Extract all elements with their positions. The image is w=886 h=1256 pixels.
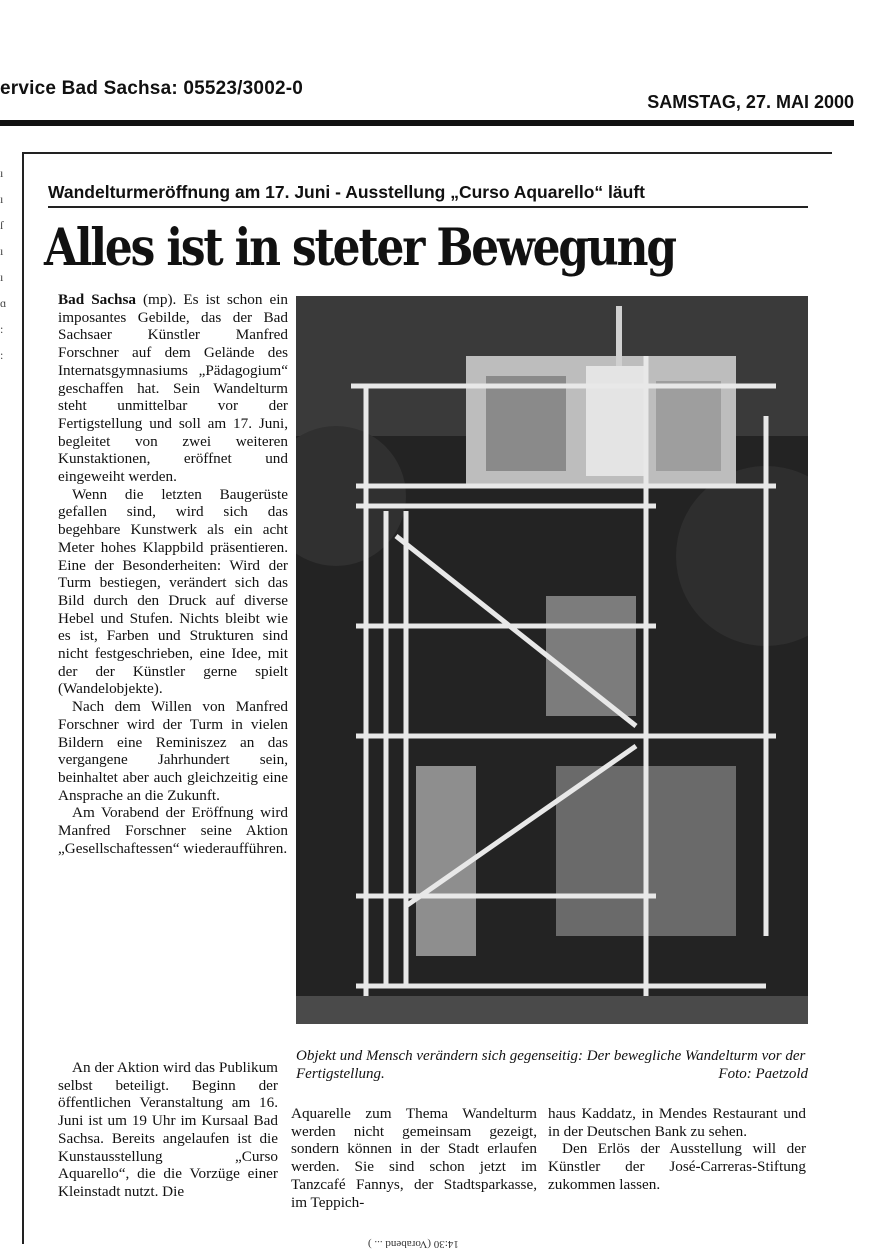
column-3	[548, 1105, 806, 1194]
dateline: Bad Sachsa	[58, 291, 136, 308]
photo-caption	[296, 1047, 808, 1083]
article-headline: Alles ist in steter Bewegung	[44, 218, 675, 278]
paragraph-2: Wenn die letzten Baugerüste gefallen sind, wird sich das begehbare Kunstwerk als ein acht Meter hohes Klappbild präsentieren. Eine der Besonderheiten: Wird der Turm bestiegen, verändert sich das Bild durch den Druck auf diverse Hebel und Stufen. Nichts bleibt wie es ist, Farben und Strukturen sind nicht festgeschrieben, eine Idee, mit der der Künstler gerne spielt (Wandelobjekte).	[58, 485, 288, 698]
photo-credit: Foto: Paetzold	[718, 1066, 808, 1082]
publication-date: SAMSTAG, 27. MAI 2000	[647, 92, 854, 112]
paragraph-4: Am Vorabend der Eröffnung wird Manfred Forschner seine Aktion „Gesellschaftessen“ wiederaufführen.	[58, 804, 288, 857]
photo	[296, 296, 808, 1024]
caption-text: Objekt und Mensch verändern sich gegenseitig: Der bewegliche Wandelturm vor der Fertigstellung.	[296, 1048, 806, 1082]
article-kicker: Wandelturmeröffnung am 17. Juni - Ausstellung „Curso Aquarello“ läuft	[48, 182, 808, 208]
paragraph-3: Nach dem Willen von Manfred Forschner wird der Turm in vielen Bildern eine Reminiszez an das vergangene Jahrhundert sein, beinhaltet aber auch gleichzeitig eine Ansprache an die Zukunft.	[58, 698, 288, 804]
service-header: ervice Bad Sachsa: 05523/3002-0	[0, 78, 304, 99]
left-edge-bleed: ı ı ſ ı ı ɑ : :	[0, 166, 7, 362]
column-1-lower	[58, 1059, 278, 1201]
paragraph-7: haus Kaddatz, in Mendes Restaurant und in der Deutschen Bank zu sehen.	[548, 1105, 806, 1140]
column-1	[58, 291, 288, 858]
paragraph-6: Aquarelle zum Thema Wandelturm werden nicht gemeinsam gezeigt, sondern können in der Stadt erlaufen werden. Sie sind schon jetzt im Tanzcafé Fannys, der Stadtsparkasse, im Teppich-	[291, 1105, 537, 1211]
paragraph-1	[58, 291, 288, 486]
mirrored-bleed-text: 14:30 (Vorabend ... )	[368, 1238, 459, 1250]
paragraph-5: An der Aktion wird das Publikum selbst beteiligt. Beginn der öffentlichen Veranstaltung am 16. Juni ist um 19 Uhr im Kursaal Bad Sachsa. Bereits angelaufen ist die Kunstausstellung „Curso Aquarello“, die die Vorzüge einer Kleinstadt nutzt. Die	[58, 1059, 278, 1200]
column-2	[291, 1105, 537, 1211]
paragraph-1-text: (mp). Es ist schon ein imposantes Gebilde, das der Bad Sachsaer Künstler Manfred Forschner auf dem Gelände des Internatsgymnasiums „Pädagogium“ geschaffen hat. Sein Wandelturm steht unmittelbar vor der Fertigstellung und soll am 17. Juni, begleitet von zwei weiteren Kunstaktionen, eröffnet und eingeweiht werden.	[58, 291, 289, 486]
paragraph-8: Den Erlös der Ausstellung will der Künstler der José-Carreras-Stiftung zukommen lassen.	[548, 1140, 806, 1193]
tower-photo-illustration	[296, 296, 808, 1024]
header-rule	[0, 120, 854, 126]
